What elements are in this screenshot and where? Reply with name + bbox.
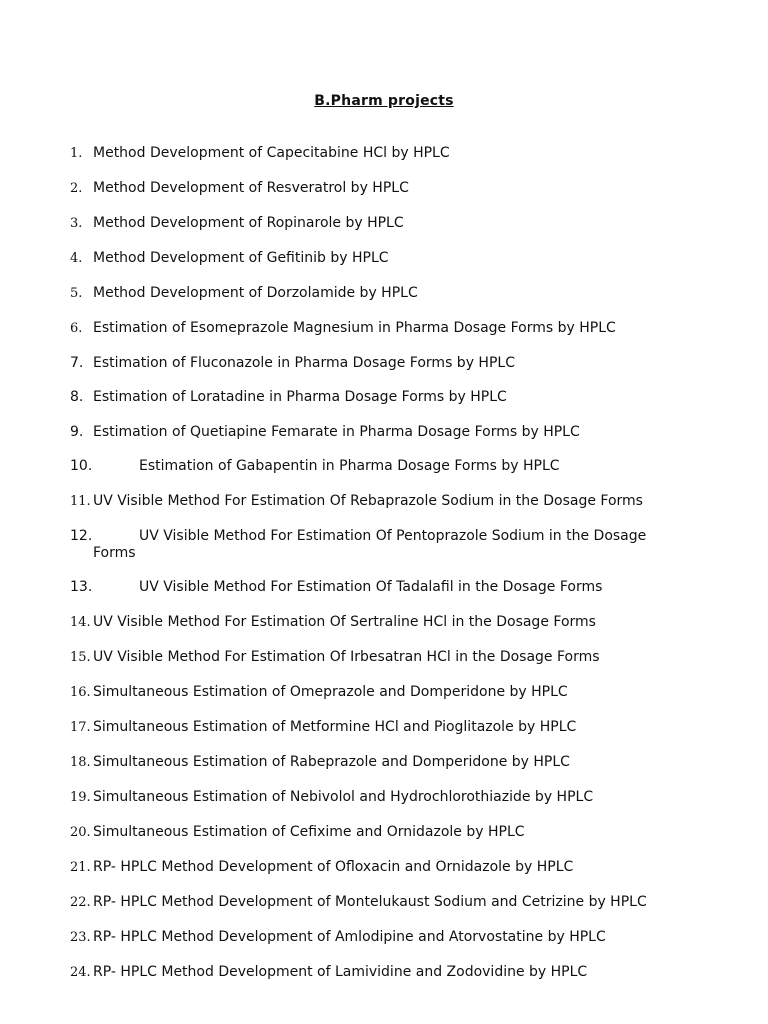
list-number: 23. <box>70 930 91 945</box>
list-number: 1. <box>70 146 83 161</box>
list-number: 8. <box>70 389 84 405</box>
list-number: 10. <box>70 458 93 474</box>
list-number: 11. <box>70 494 91 509</box>
list-text: RP- HPLC Method Development of Ofloxacin and Ornidazole by HPLC <box>93 859 574 875</box>
list-number: 7. <box>70 355 84 371</box>
list-text: Estimation of Loratadine in Pharma Dosage Forms by HPLC <box>93 389 507 405</box>
list-text: Method Development of Dorzolamide by HPLC <box>93 285 418 301</box>
list-text: Simultaneous Estimation of Nebivolol and Hydrochlorothiazide by HPLC <box>93 789 594 805</box>
list-text-continuation: Forms <box>93 545 136 561</box>
list-text: Method Development of Capecitabine HCl by HPLC <box>93 145 450 161</box>
list-text: Simultaneous Estimation of Omeprazole and Domperidone by HPLC <box>93 684 568 700</box>
list-number: 18. <box>70 755 91 770</box>
list-text: Estimation of Esomeprazole Magnesium in Pharma Dosage Forms by HPLC <box>93 320 616 336</box>
list-text: Simultaneous Estimation of Rabeprazole and Domperidone by HPLC <box>93 754 570 770</box>
list-number: 13. <box>70 579 93 595</box>
list-text: Estimation of Quetiapine Femarate in Pharma Dosage Forms by HPLC <box>93 424 580 440</box>
list-number: 16. <box>70 685 91 700</box>
list-text: UV Visible Method For Estimation Of Tadalafil in the Dosage Forms <box>139 579 603 595</box>
list-text: Estimation of Fluconazole in Pharma Dosage Forms by HPLC <box>93 355 515 371</box>
list-text: UV Visible Method For Estimation Of Irbesatran HCl in the Dosage Forms <box>93 649 600 665</box>
list-text: Simultaneous Estimation of Cefixime and Ornidazole by HPLC <box>93 824 525 840</box>
list-number: 22. <box>70 895 91 910</box>
list-text: Estimation of Gabapentin in Pharma Dosage Forms by HPLC <box>139 458 560 474</box>
list-number: 14. <box>70 615 91 630</box>
list-text: RP- HPLC Method Development of Montelukaust Sodium and Cetrizine by HPLC <box>93 894 647 910</box>
list-number: 4. <box>70 251 83 266</box>
list-text: UV Visible Method For Estimation Of Rebaprazole Sodium in the Dosage Forms <box>93 493 643 509</box>
list-number: 20. <box>70 825 91 840</box>
list-text: Method Development of Ropinarole by HPLC <box>93 215 404 231</box>
list-number: 6. <box>70 321 83 336</box>
list-text: Method Development of Gefitinib by HPLC <box>93 250 389 266</box>
list-number: 19. <box>70 790 91 805</box>
list-number: 15. <box>70 650 91 665</box>
list-text: Simultaneous Estimation of Metformine HCl and Pioglitazole by HPLC <box>93 719 577 735</box>
list-text: UV Visible Method For Estimation Of Pentoprazole Sodium in the Dosage <box>139 528 647 544</box>
list-number: 17. <box>70 720 91 735</box>
list-text: RP- HPLC Method Development of Lamividine and Zodovidine by HPLC <box>93 964 588 980</box>
list-number: 12. <box>70 528 93 544</box>
list-number: 24. <box>70 965 91 980</box>
list-number: 9. <box>70 424 84 440</box>
list-text: RP- HPLC Method Development of Amlodipine and Atorvostatine by HPLC <box>93 929 606 945</box>
list-text: Method Development of Resveratrol by HPLC <box>93 180 409 196</box>
list-number: 2. <box>70 181 83 196</box>
list-number: 3. <box>70 216 83 231</box>
page-title: B.Pharm projects <box>314 93 454 109</box>
list-number: 21. <box>70 860 91 875</box>
list-text: UV Visible Method For Estimation Of Sertraline HCl in the Dosage Forms <box>93 614 596 630</box>
list-number: 5. <box>70 286 83 301</box>
